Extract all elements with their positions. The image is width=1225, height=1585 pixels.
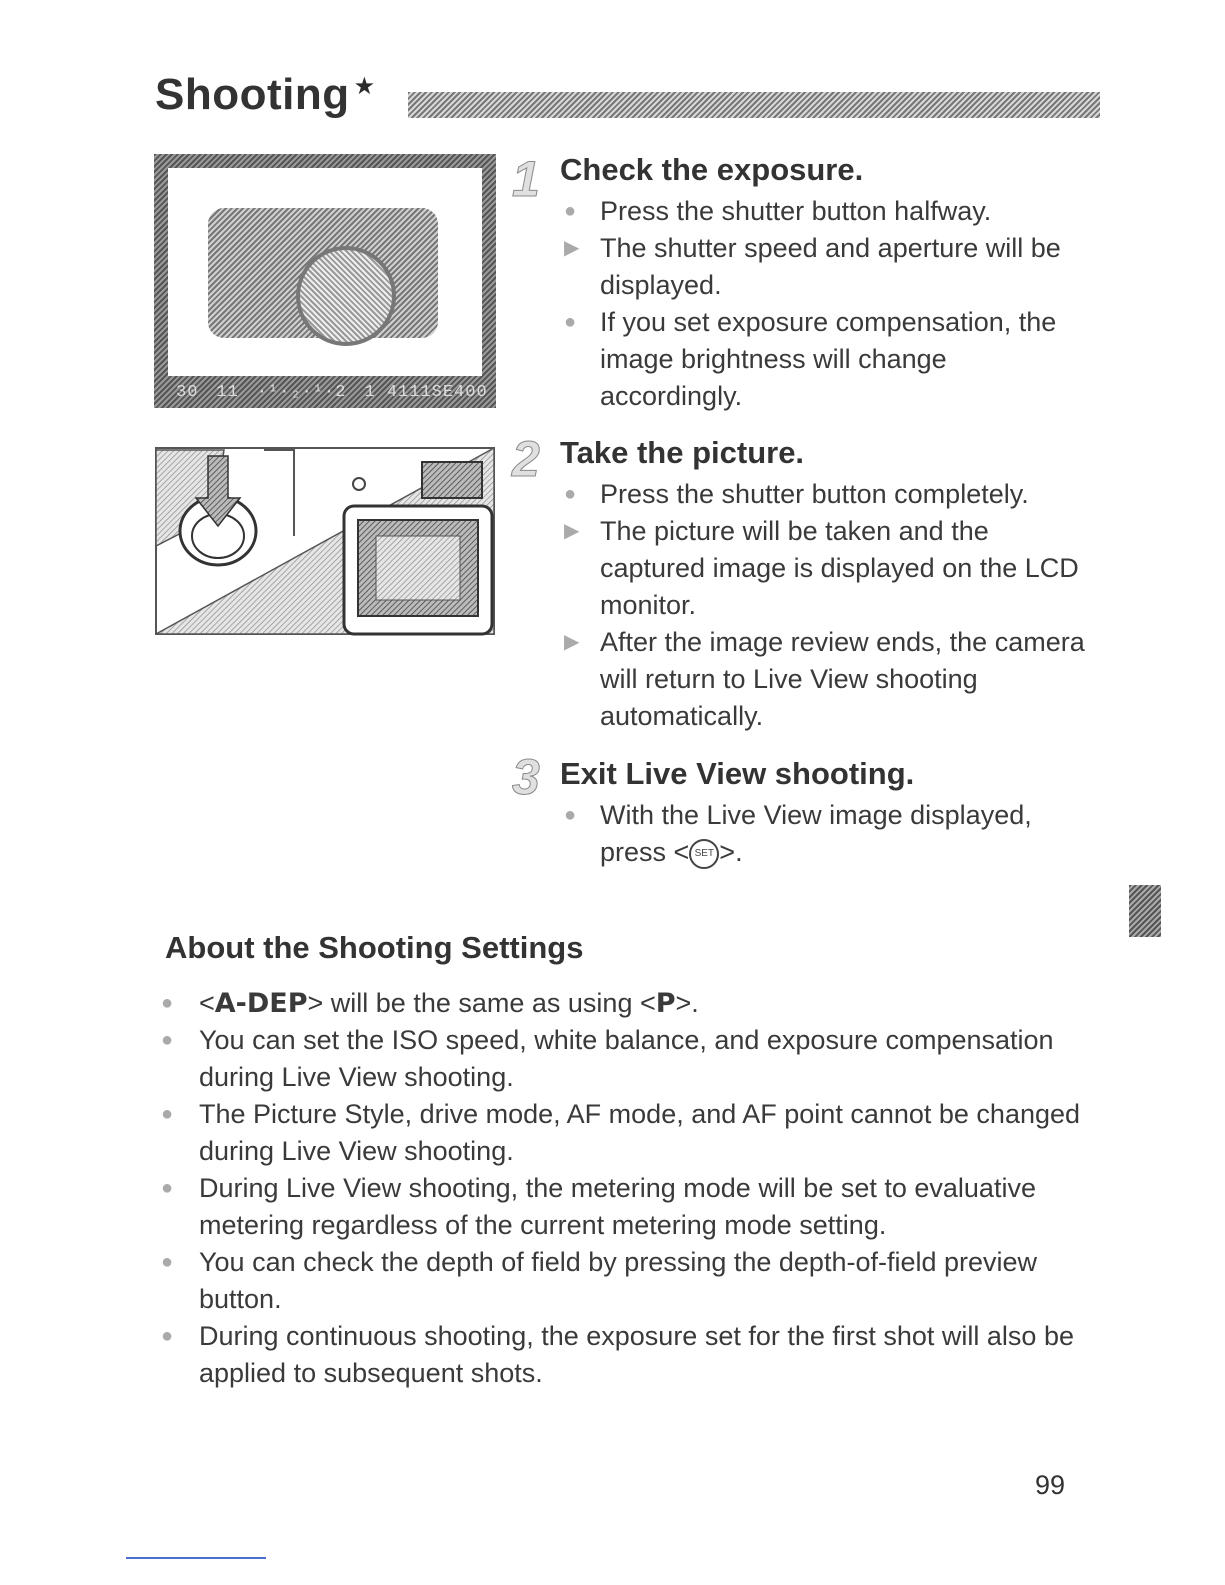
lcd-status-bar xyxy=(154,376,496,408)
step-2-title: Take the picture. xyxy=(560,435,805,470)
list-item: ● If you set exposure compensation, the image brightness will change accordingly. xyxy=(556,304,1096,415)
subject-lens-shape xyxy=(296,246,396,346)
step-1-number: 1 xyxy=(512,151,540,207)
bullet-icon: ● xyxy=(564,804,577,826)
list-item: ▶ The shutter speed and aperture will be displayed. xyxy=(556,230,1096,304)
lcd-shutter-speed: 30 xyxy=(176,382,199,402)
page-number: 99 xyxy=(1035,1470,1066,1500)
page-title: Shooting xyxy=(155,70,350,119)
step-2-number: 2 xyxy=(512,431,540,487)
bullet-icon: ● xyxy=(564,311,577,333)
advanced-star-icon: ★ xyxy=(353,73,376,100)
result-arrow-icon: ▶ xyxy=(564,237,580,259)
page-title-group xyxy=(155,70,375,120)
set-button-icon: SET xyxy=(689,839,719,869)
list-item: ● You can set the ISO speed, white balance, and exposure compensation during Live View shooting. xyxy=(155,1022,1115,1096)
step-3-title: Exit Live View shooting. xyxy=(560,756,915,791)
lcd-image-area xyxy=(168,168,482,376)
bullet-icon: ● xyxy=(161,1177,174,1199)
p-mode-icon: P xyxy=(655,988,676,1019)
lcd-aperture: 11 xyxy=(216,382,239,402)
list-item: ● You can check the depth of field by pressing the depth-of-field preview button. xyxy=(155,1244,1115,1318)
bullet-icon: ● xyxy=(161,992,174,1014)
bullet-icon: ● xyxy=(161,1029,174,1051)
footer-line xyxy=(126,1557,266,1559)
chapter-tab-marker xyxy=(1129,885,1161,937)
step-2-list xyxy=(556,476,1096,735)
result-arrow-icon: ▶ xyxy=(564,631,580,653)
list-item: ▶ The picture will be taken and the captured image is displayed on the LCD monitor. xyxy=(556,513,1096,624)
step-3-number: 3 xyxy=(512,749,540,805)
shutter-button-illustration xyxy=(154,436,496,636)
step-1-title: Check the exposure. xyxy=(560,152,864,187)
bullet-icon: ● xyxy=(161,1325,174,1347)
list-item: ● With the Live View image displayed, press < SET >. xyxy=(556,797,1096,871)
list-item: ▶ After the image review ends, the camera will return to Live View shooting automatically. xyxy=(556,624,1096,735)
list-item: ● Press the shutter button halfway. xyxy=(556,193,1096,230)
bullet-icon: ● xyxy=(564,483,577,505)
settings-list xyxy=(155,985,1115,1392)
lcd-live-view-illustration xyxy=(154,154,496,408)
a-dep-mode-icon: A-DEP xyxy=(214,988,308,1019)
bullet-icon: ● xyxy=(161,1103,174,1125)
list-item: ● Press the shutter button completely. xyxy=(556,476,1096,513)
title-rule xyxy=(408,92,1100,118)
step-3-list xyxy=(556,797,1096,871)
bullet-icon: ● xyxy=(161,1251,174,1273)
list-item: ● During continuous shooting, the exposure set for the first shot will also be applied to subsequent shots. xyxy=(155,1318,1115,1392)
list-item: ● During Live View shooting, the metering mode will be set to evaluative metering regardless of the current metering mode setting. xyxy=(155,1170,1115,1244)
result-arrow-icon: ▶ xyxy=(564,520,580,542)
list-item: ● The Picture Style, drive mode, AF mode, and AF point cannot be changed during Live View shooting. xyxy=(155,1096,1115,1170)
bullet-icon: ● xyxy=(564,200,577,222)
settings-section-title: About the Shooting Settings xyxy=(165,930,584,965)
lcd-shots-iso: 1 4111SE400 xyxy=(364,382,488,402)
step-1-list xyxy=(556,193,1096,415)
lcd-exposure-scale: ·¹·₂·¹·2 xyxy=(256,382,347,402)
list-item: ● <A-DEP> will be the same as using <P>. xyxy=(155,985,1115,1022)
